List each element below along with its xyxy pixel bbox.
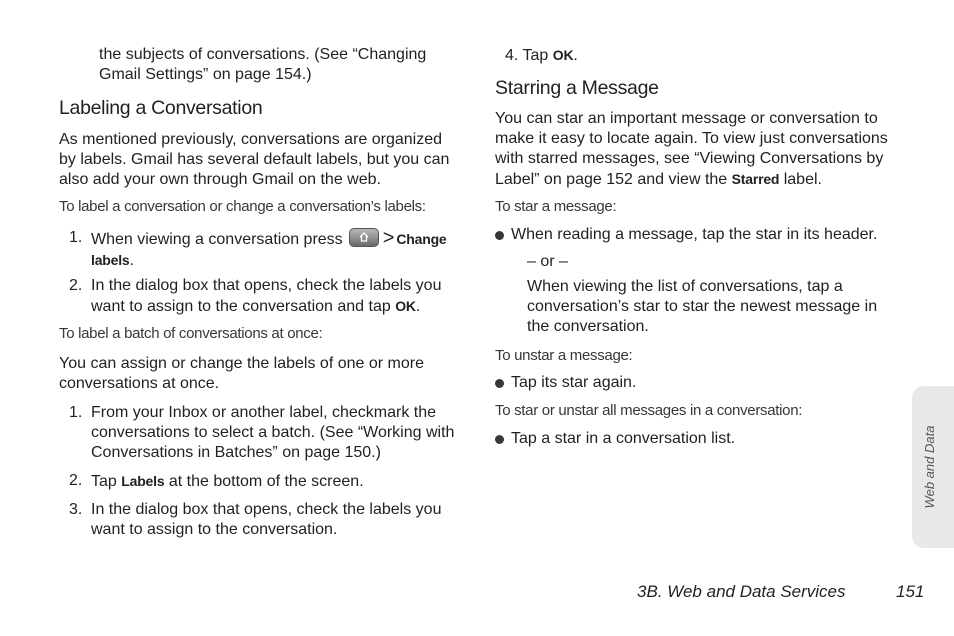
subheading-star-all: To star or unstar all messages in a conversation: xyxy=(495,402,803,419)
heading-starring: Starring a Message xyxy=(495,77,659,99)
paragraph-starring: You can star an important message or conversation to make it easy to locate again. To view just conversations with starred messages, see “Viewing Conversations by Label” on page 152 and view the Starred label. xyxy=(495,110,888,188)
alt-instruction: When viewing the list of conversations, tap a conversation’s star to star the newest message in the conversation. xyxy=(527,278,878,335)
arrow-separator: > xyxy=(382,227,395,249)
subheading-label-conversation: To label a conversation or change a conversation’s labels: xyxy=(59,198,426,215)
paragraph-batch: You can assign or change the labels of one or more conversations at once. xyxy=(59,355,424,392)
bullet-star-header: When reading a message, tap the star in its header. xyxy=(495,225,915,245)
page-number: 151 xyxy=(896,582,925,601)
intro-text: the subjects of conversations. (See “Changing Gmail Settings” on page 154.) xyxy=(99,46,427,83)
step-4: 4. Tap OK. xyxy=(505,47,578,64)
heading-labeling: Labeling a Conversation xyxy=(59,97,263,119)
side-tab-label: Web and Data xyxy=(922,425,937,509)
or-separator: – or – xyxy=(527,253,568,270)
bullet-dot-icon xyxy=(495,231,504,240)
bullet-dot-icon xyxy=(495,379,504,388)
menu-home-key-icon xyxy=(349,228,379,247)
step-a1: 1. When viewing a conversation press > Change labels. xyxy=(69,227,447,269)
bullet-unstar: Tap its star again. xyxy=(495,373,915,393)
step-a2: 2. In the dialog box that opens, check the labels you want to assign to the conversation and tap OK. xyxy=(69,277,442,315)
bullet-star-list: Tap a star in a conversation list. xyxy=(495,429,915,449)
subheading-unstar: To unstar a message: xyxy=(495,347,633,364)
footer-section-title: 3B. Web and Data Services xyxy=(637,582,846,601)
step-b3: 3. In the dialog box that opens, check the labels you want to assign to the conversation. xyxy=(69,501,442,538)
bullet-dot-icon xyxy=(495,435,504,444)
step-b1: 1. From your Inbox or another label, checkmark the conversations to select a batch. (See “Working with Conversations in Batches” on page 150.) xyxy=(69,404,455,461)
paragraph-labels-intro: As mentioned previously, conversations are organized by labels. Gmail has several default labels, but you can also add your own through Gmail on the web. xyxy=(59,131,450,188)
subheading-star-message: To star a message: xyxy=(495,198,617,215)
step-b2: 2. Tap Labels at the bottom of the screen. xyxy=(69,472,364,490)
subheading-label-batch: To label a batch of conversations at once: xyxy=(59,325,323,342)
